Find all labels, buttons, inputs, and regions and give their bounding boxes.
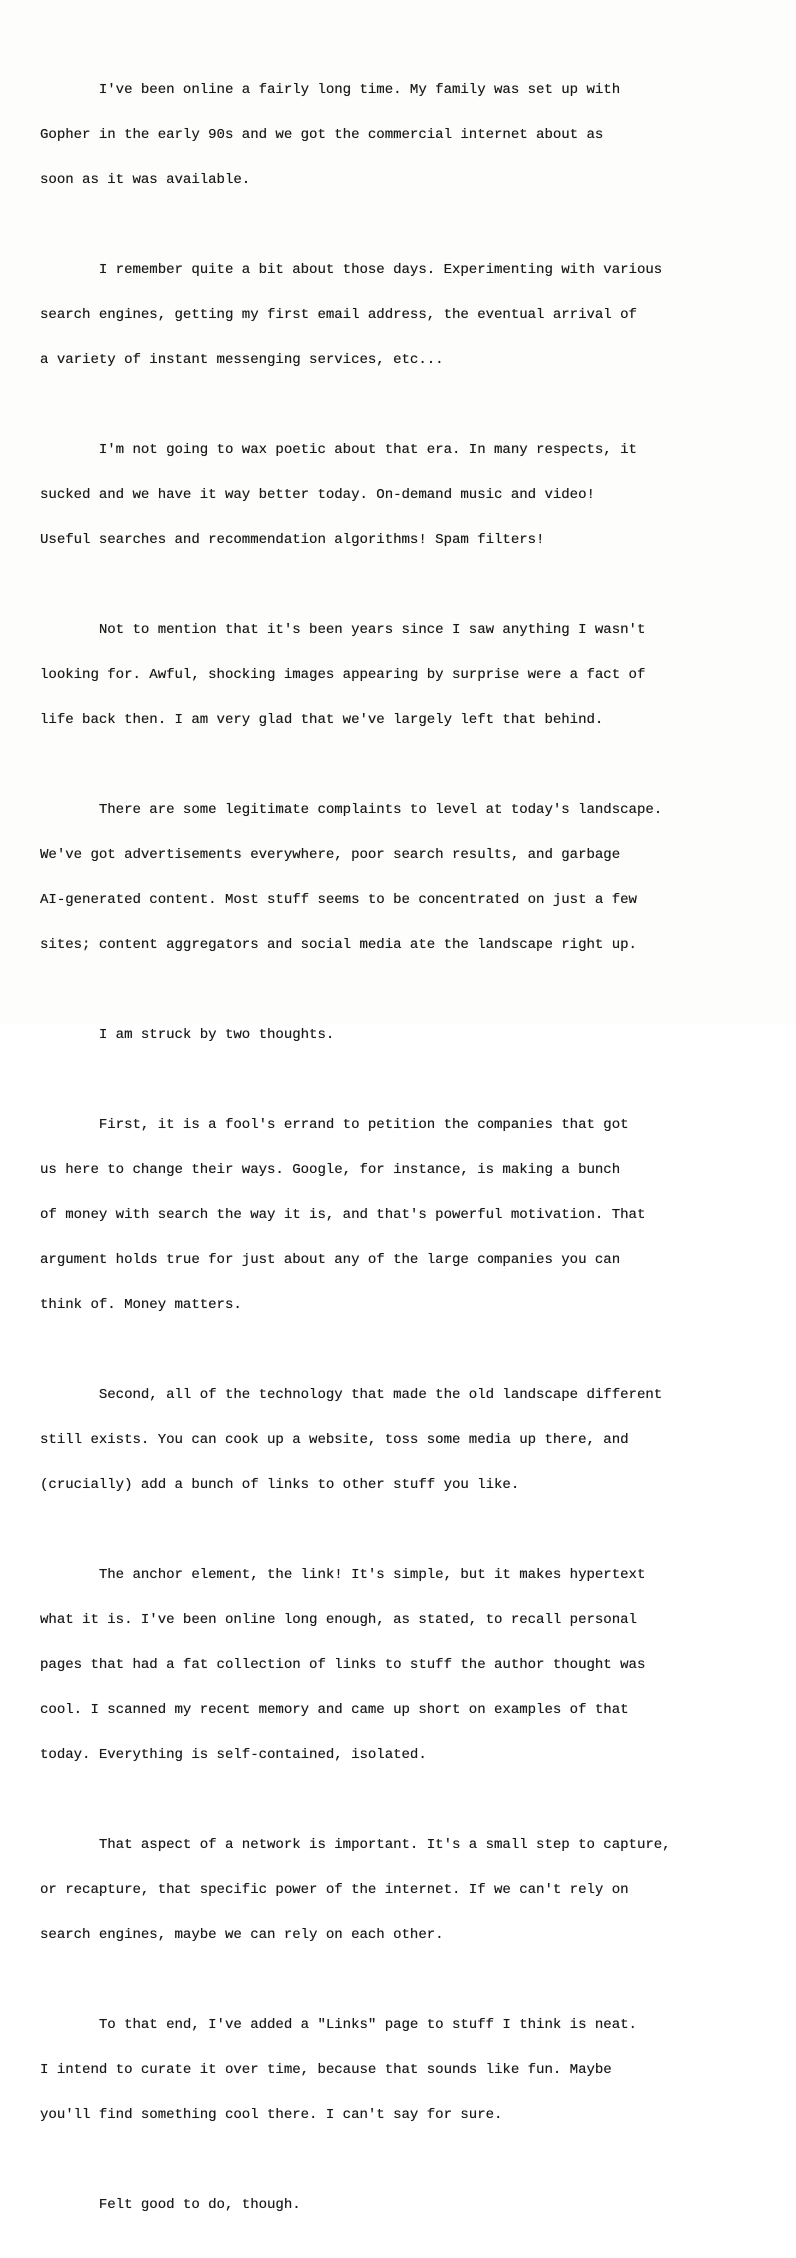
text-line: think of. Money matters. bbox=[40, 1297, 242, 1313]
text-line: argument holds true for just about any of the large companies you can bbox=[40, 1252, 621, 1268]
text-line: sucked and we have it way better today. On-demand music and video! bbox=[40, 487, 595, 503]
text-line: sites; content aggregators and social media ate the landscape right up. bbox=[40, 937, 637, 953]
text-line: life back then. I am very glad that we've largely left that behind. bbox=[40, 712, 604, 728]
text-line: The anchor element, the link! It's simple, but it makes hypertext bbox=[40, 1567, 646, 1583]
text-line: To that end, I've added a "Links" page to stuff I think is neat. bbox=[40, 2017, 637, 2033]
text-line: soon as it was available. bbox=[40, 172, 251, 188]
text-line: pages that had a fat collection of links to stuff the author thought was bbox=[40, 1657, 646, 1673]
paragraph bbox=[40, 998, 760, 1073]
text-line: of money with search the way it is, and that's powerful motivation. That bbox=[40, 1207, 646, 1223]
text-line: (crucially) add a bunch of links to other stuff you like. bbox=[40, 1477, 520, 1493]
text-line: search engines, getting my first email address, the eventual arrival of bbox=[40, 307, 637, 323]
paragraph bbox=[40, 1538, 760, 1793]
text-line: search engines, maybe we can rely on each other. bbox=[40, 1927, 444, 1943]
text-line: We've got advertisements everywhere, poor search results, and garbage bbox=[40, 847, 621, 863]
text-line: There are some legitimate complaints to level at today's landscape. bbox=[40, 802, 663, 818]
text-line: First, it is a fool's errand to petition the companies that got bbox=[40, 1117, 629, 1133]
text-line: Felt good to do, though. bbox=[40, 2197, 301, 2213]
paragraph bbox=[40, 593, 760, 758]
paragraph bbox=[40, 1988, 760, 2153]
text-line: looking for. Awful, shocking images appearing by surprise were a fact of bbox=[40, 667, 646, 683]
document-body bbox=[40, 53, 760, 2258]
text-line: I am struck by two thoughts. bbox=[40, 1027, 335, 1043]
text-line: I intend to curate it over time, because that sounds like fun. Maybe bbox=[40, 2062, 612, 2078]
paragraph bbox=[40, 2168, 760, 2243]
text-line: Not to mention that it's been years since I saw anything I wasn't bbox=[40, 622, 646, 638]
paragraph bbox=[40, 773, 760, 983]
text-line: Second, all of the technology that made the old landscape different bbox=[40, 1387, 663, 1403]
paragraph bbox=[40, 233, 760, 398]
text-line: I've been online a fairly long time. My family was set up with bbox=[40, 82, 621, 98]
text-line: you'll find something cool there. I can't say for sure. bbox=[40, 2107, 503, 2123]
text-line: cool. I scanned my recent memory and came up short on examples of that bbox=[40, 1702, 629, 1718]
text-line: us here to change their ways. Google, for instance, is making a bunch bbox=[40, 1162, 621, 1178]
text-line: today. Everything is self-contained, isolated. bbox=[40, 1747, 427, 1763]
text-line: still exists. You can cook up a website, toss some media up there, and bbox=[40, 1432, 629, 1448]
text-line: a variety of instant messenging services, etc... bbox=[40, 352, 444, 368]
text-line: Gopher in the early 90s and we got the commercial internet about as bbox=[40, 127, 604, 143]
text-line: I remember quite a bit about those days. Experimenting with various bbox=[40, 262, 663, 278]
text-line: AI-generated content. Most stuff seems to be concentrated on just a few bbox=[40, 892, 637, 908]
text-line: or recapture, that specific power of the internet. If we can't rely on bbox=[40, 1882, 629, 1898]
text-line: That aspect of a network is important. It's a small step to capture, bbox=[40, 1837, 671, 1853]
paragraph bbox=[40, 1358, 760, 1523]
paragraph bbox=[40, 53, 760, 218]
paragraph bbox=[40, 413, 760, 578]
paragraph bbox=[40, 1088, 760, 1343]
text-line: I'm not going to wax poetic about that era. In many respects, it bbox=[40, 442, 637, 458]
paragraph bbox=[40, 1808, 760, 1973]
text-line: what it is. I've been online long enough, as stated, to recall personal bbox=[40, 1612, 637, 1628]
text-line: Useful searches and recommendation algorithms! Spam filters! bbox=[40, 532, 545, 548]
